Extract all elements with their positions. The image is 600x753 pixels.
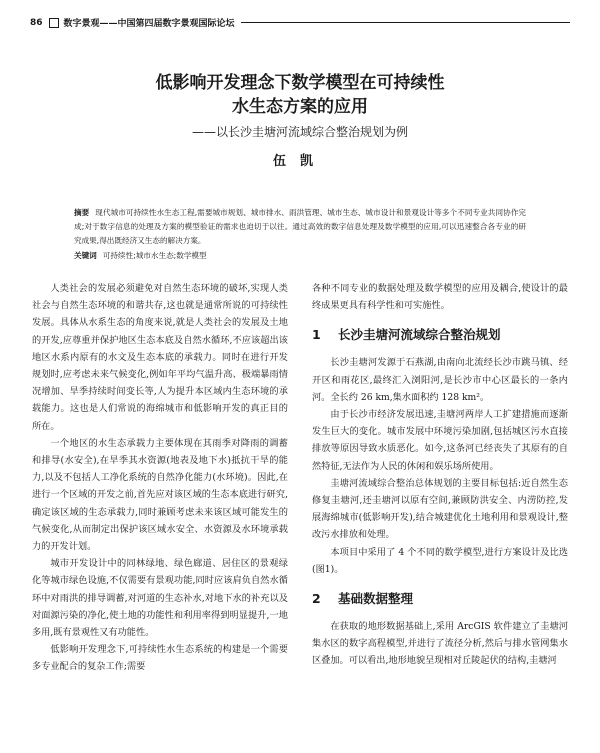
body-paragraph: 各种不同专业的数据处理及数学模型的应用及耦合,使设计的最终成果更具有科学性和可实施性。 (312, 283, 568, 312)
running-header (30, 16, 570, 29)
body-paragraph: 低影响开发理念下,可持续性水生态系统的构建是一个需要多专业配合的复杂工作;需要 (32, 644, 288, 673)
body-paragraph: 一个地区的水生态承载力主要体现在其雨季对降雨的调蓄和排导(水安全),在旱季其水资源(地表及地下水)抵抗干旱的能力,以及不包括人工净化系统的自然净化能力(水环境)。因此,在进行一个区域的开发之前,首先应对该区域的生态本底进行研究,确定该区域的生态承载力,同时兼顾考虑未来该区域可能发生的气候变化,从而制定出保护该区域水安全、水资源及水环境承载力的开发计划。 (32, 437, 288, 553)
abstract (74, 206, 526, 248)
section-number: 2 (312, 591, 321, 607)
body-paragraph: 城市开发设计中的同林绿地、绿色廊道、居住区的景观绿化等城市绿色设施,不仅需要有景观功能,同时应该肩负自然水循环中对雨洪的排导调蓄,对河道的生态补水,对地下水的补充以及对面源污染的净化,使土地的功能性和利用率得到明显提升,一地多用,既有景观性又有功能性。 (32, 558, 288, 639)
keywords-text: 可持续性;城市水生态;数学模型 (102, 251, 207, 260)
title-line-2: 水生态方案的应用 (232, 97, 368, 117)
title-line-1: 低影响开发理念下数学模型在可持续性 (155, 73, 445, 93)
header-box-icon (49, 18, 59, 28)
abstract-text: 现代城市可持续性水生态工程,需要城市规划、城市排水、雨洪管理、城市生态、城市设计和景观设计等多个不同专业共同协作完成;对于数字信息的处理及方案的模型验证的需求也迫切于以往。通过高效的数字信息处理及数学模型的应用,可以迅速整合各专业的研究成果,得出既经济又生态的解决方案。 (74, 208, 526, 245)
abstract-label: 摘要 (74, 208, 90, 217)
section-title: 基础数据整理 (338, 591, 414, 607)
body-paragraph: 在获取的地形数据基础上,采用 ArcGIS 软件建立了圭塘河集水区的数字高程模型,并进行了流径分析,然后与排水管网集水区叠加。可以看出,地形地貌呈现相对丘陵起伏的结构,圭塘河 (312, 621, 568, 667)
section-number: 1 (312, 327, 321, 343)
header-rule (241, 22, 570, 23)
body-paragraph: 由于长沙市经济发展迅速,圭塘河两岸人工扩建措施而逐渐发生巨大的变化。城市发展中环境污染加剧,包括城区污水直接排放等原因导致水质恶化。如今,这条河已经丧失了其原有的自然特征,无法作为人民的休闲和娱乐场所使用。 (312, 409, 568, 472)
running-title: 数字景观——中国第四届数字景观国际论坛 (63, 19, 235, 29)
page-number: 86 (30, 17, 43, 28)
section-title: 长沙圭塘河流域综合整治规划 (338, 327, 501, 343)
right-column (312, 280, 568, 670)
author: 伍凯 (272, 154, 327, 169)
body-paragraph: 长沙圭塘河发源于石燕湖,由南向北流经长沙市跳马镇、经开区和雨花区,最终汇入浏阳河,是长沙市中心区最长的一条内河。全长约 26 km,集水面积约 128 km²。 (312, 357, 568, 403)
left-column (32, 280, 288, 676)
section-heading-2 (312, 590, 568, 608)
section-heading-1 (312, 326, 568, 344)
keywords (74, 250, 526, 262)
subtitle: ——以长沙圭塘河流域综合整治规划为例 (191, 125, 408, 139)
keywords-label: 关键词 (74, 251, 97, 260)
body-paragraph: 本项目中采用了 4 个不同的数学模型,进行方案设计及比选(图1)。 (312, 546, 568, 575)
body-paragraph: 圭塘河流域综合整治总体规划的主要目标包括:近自然生态修复圭塘河,还圭塘河以原有空间,兼顾防洪安全、内涝防控,发展海绵城市(低影响开发),结合城建优化土地利用和景观设计,整改污水排放和处理。 (312, 477, 568, 541)
body-paragraph: 人类社会的发展必须避免对自然生态环境的破坏,实现人类社会与自然生态环境的和谐共存,这也就是通常所说的可持续性发展。具体从水系生态的角度来说,就是人类社会的发展及土地的开发,应尊重并保护地区生态本底及自然水循环,不应该超出该地区水系内原有的水文及生态本底的承载力。同时在进行开发规划时,应考虑未来气候变化,例如年平均气温升高、极端暴雨情况增加、旱季持续时间变长等,人为提升本区域内生态环境的承载能力。这也是人们常说的海绵城市和低影响开发的真正目的所在。 (32, 283, 288, 432)
